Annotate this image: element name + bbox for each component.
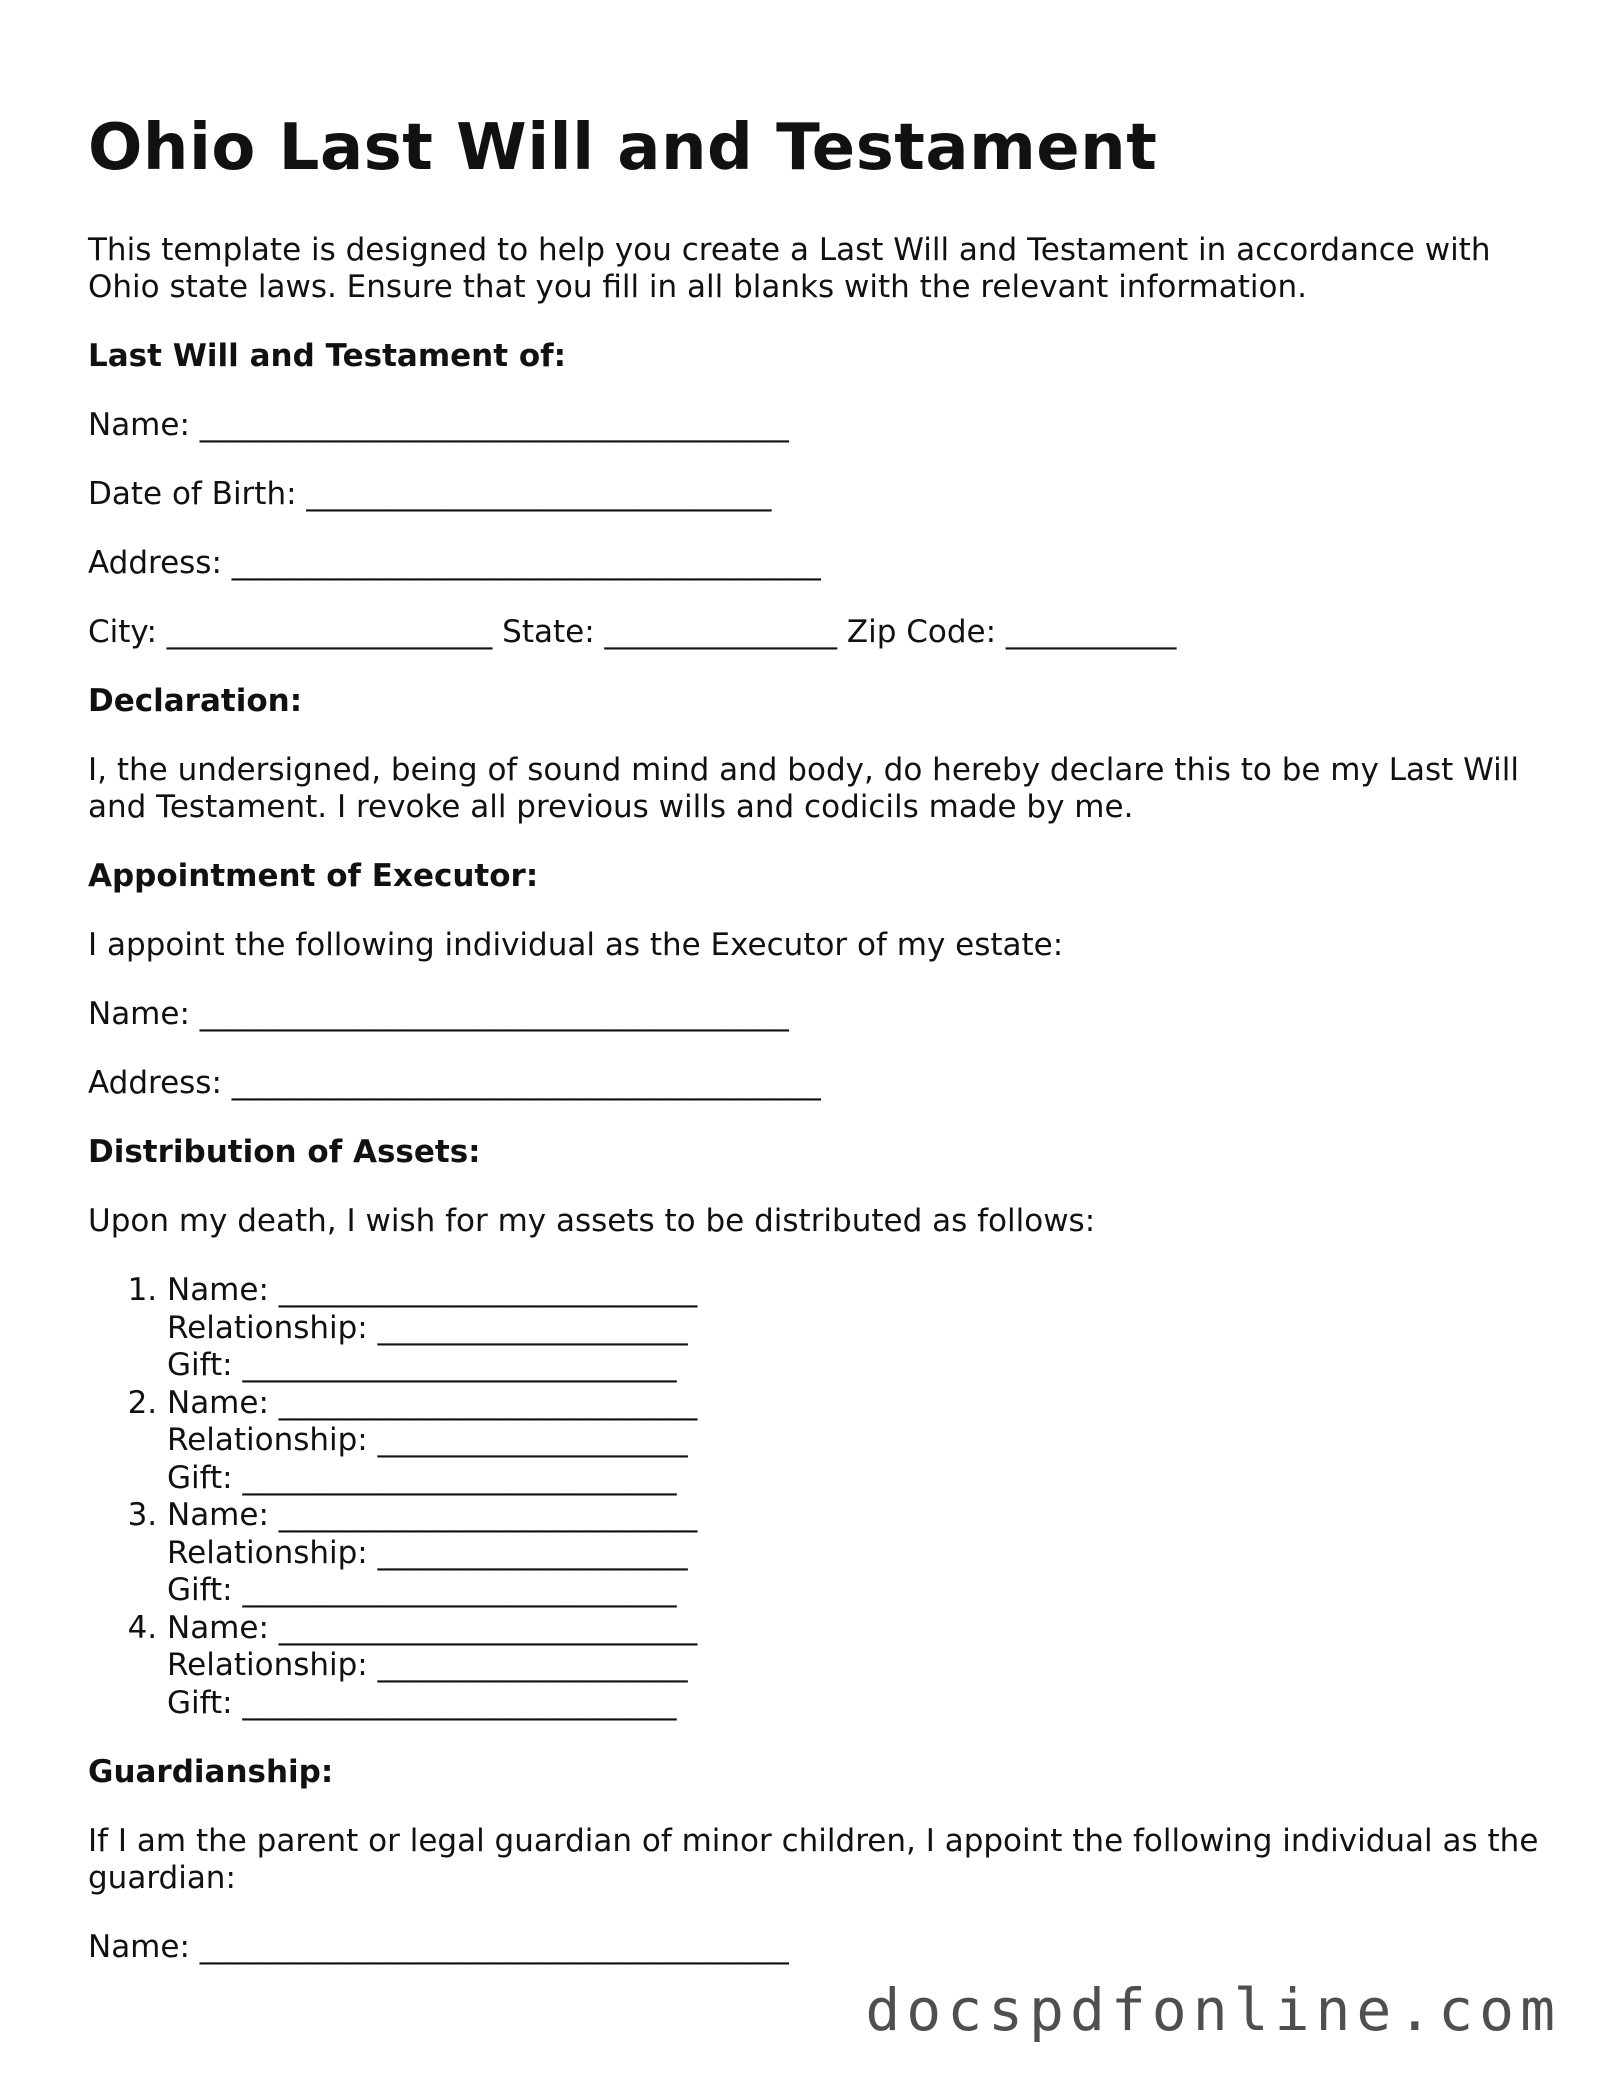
document-page [88, 110, 1548, 1998]
beneficiary-item [167, 1272, 1548, 1385]
executor-intro: I appoint the following individual as the Executor of my estate: [88, 927, 1064, 963]
beneficiary-name-field: 2. Name: ___________________________ [167, 1384, 698, 1421]
watermark-text: docspdfonline.com [865, 1976, 1561, 2044]
beneficiary-gift-field: Gift: ____________________________ [167, 1347, 677, 1383]
intro-paragraph: This template is designed to help you create a Last Will and Testament in accordance with Ohio state laws. Ensure that you fill in all blanks with the relevant information. [88, 232, 1491, 305]
declaration-text: I, the undersigned, being of sound mind and body, do hereby declare this to be my Last Will and Testament. I revoke all previous wills and codicils made by me. [88, 752, 1519, 825]
beneficiary-relationship-field: Relationship: ____________________ [167, 1309, 688, 1346]
beneficiary-name-field: 4. Name: ___________________________ [167, 1609, 698, 1646]
beneficiary-list [88, 1272, 1548, 1722]
guardianship-heading: Guardianship: [88, 1754, 334, 1790]
beneficiary-item [167, 1497, 1548, 1610]
distribution-intro: Upon my death, I wish for my assets to be distributed as follows: [88, 1203, 1096, 1239]
distribution-heading: Distribution of Assets: [88, 1134, 481, 1170]
beneficiary-gift-field: Gift: ____________________________ [167, 1572, 677, 1608]
testator-name-field: Name: ______________________________________ [88, 407, 789, 443]
beneficiary-item [167, 1385, 1548, 1498]
beneficiary-relationship-field: Relationship: ____________________ [167, 1534, 688, 1571]
guardian-name-field: Name: ______________________________________ [88, 1929, 789, 1965]
guardianship-intro: If I am the parent or legal guardian of minor children, I appoint the following individual as the guardian: [88, 1823, 1539, 1896]
beneficiary-gift-field: Gift: ____________________________ [167, 1459, 677, 1496]
testator-city-state-zip-field: City: _____________________ State: _______________ Zip Code: ___________ [88, 614, 1177, 650]
beneficiary-relationship-field: Relationship: ____________________ [167, 1422, 688, 1458]
beneficiary-item [167, 1610, 1548, 1723]
executor-name-field: Name: ______________________________________ [88, 996, 789, 1032]
executor-heading: Appointment of Executor: [88, 858, 539, 894]
beneficiary-name-field: 3. Name: ___________________________ [167, 1497, 698, 1533]
testator-heading: Last Will and Testament of: [88, 338, 567, 374]
beneficiary-relationship-field: Relationship: ____________________ [167, 1647, 688, 1683]
testator-dob-field: Date of Birth: ______________________________ [88, 476, 772, 512]
beneficiary-name-field: 1. Name: ___________________________ [167, 1272, 698, 1308]
beneficiary-gift-field: Gift: ____________________________ [167, 1684, 677, 1721]
document-title: Ohio Last Will and Testament [88, 111, 1158, 185]
executor-address-field: Address: ______________________________________ [88, 1065, 821, 1101]
declaration-heading: Declaration: [88, 683, 303, 719]
testator-address-field: Address: ______________________________________ [88, 545, 821, 581]
